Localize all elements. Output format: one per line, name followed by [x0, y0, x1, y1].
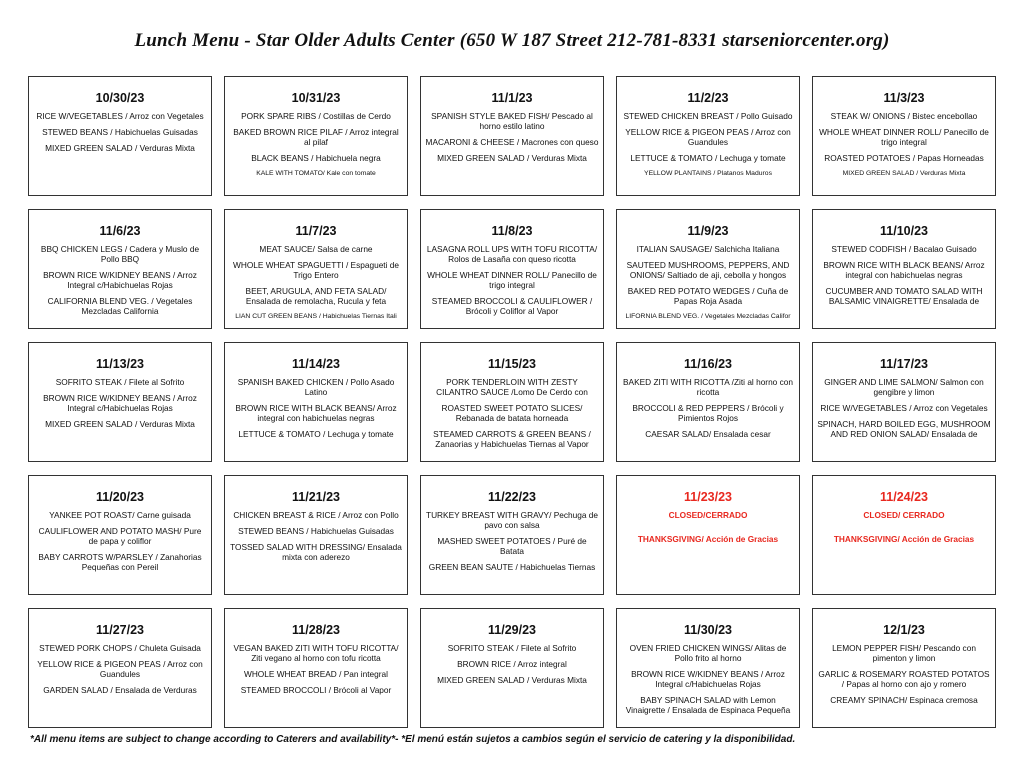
menu-item: STEAK W/ ONIONS / Bistec encebollao [830, 111, 978, 121]
menu-date: 11/28/23 [292, 623, 340, 637]
menu-day-cell [616, 608, 800, 728]
menu-item: OVEN FRIED CHICKEN WINGS/ Alitas de Pollo frito al horno [629, 643, 787, 663]
menu-item: MIXED GREEN SALAD / Verduras Mixta [45, 143, 195, 153]
menu-item: LEMON PEPPER FISH/ Pescando con pimenton y limon [832, 643, 976, 663]
menu-day-cell [28, 608, 212, 728]
menu-day-cell [420, 76, 604, 196]
menu-day-cell [616, 475, 800, 595]
menu-day-cell [812, 209, 996, 329]
menu-day-cell [812, 342, 996, 462]
menu-item: SOFRITO STEAK / Filete al Sofrito [55, 377, 185, 387]
menu-item: BEET, ARUGULA, AND FETA SALAD/ Ensalada de remolacha, Rucula y feta [245, 286, 387, 306]
menu-item: YELLOW RICE & PIGEON PEAS / Arroz con Guandules [625, 127, 791, 147]
menu-item: CAESAR SALAD/ Ensalada cesar [645, 429, 771, 439]
menu-item: STEAMED BROCCOLI / Brócoli al Vapor [240, 685, 392, 695]
menu-date: 11/16/23 [684, 357, 732, 371]
menu-item: BAKED ZITI WITH RICOTTA /Ziti al horno con ricotta [623, 377, 793, 397]
menu-item: MACARONI & CHEESE / Macrones con queso [425, 137, 599, 147]
menu-item: LETTUCE & TOMATO / Lechuga y tomate [630, 153, 786, 163]
menu-day-cell [420, 608, 604, 728]
menu-item: STEWED BEANS / Habichuelas Guisadas [42, 127, 198, 137]
menu-day-cell [812, 76, 996, 196]
menu-day-cell [28, 475, 212, 595]
menu-date: 11/27/23 [96, 623, 144, 637]
menu-day-cell [224, 342, 408, 462]
menu-date: 11/10/23 [880, 224, 928, 238]
menu-date: 11/14/23 [292, 357, 340, 371]
menu-date: 11/6/23 [99, 224, 141, 238]
menu-day-cell [28, 76, 212, 196]
menu-day-cell [420, 475, 604, 595]
menu-item: MASHED SWEET POTATOES / Puré de Batata [437, 536, 587, 556]
menu-item: SOFRITO STEAK / Filete al Sofrito [447, 643, 577, 653]
menu-day-cell [420, 342, 604, 462]
menu-item: SAUTEED MUSHROOMS, PEPPERS, AND ONIONS/ Saltiado de aji, cebolla y hongos [626, 260, 790, 280]
menu-item: RICE W/VEGETABLES / Arroz con Vegetales [820, 403, 988, 413]
menu-item: BLACK BEANS / Habichuela negra [251, 153, 381, 163]
menu-date: 11/21/23 [292, 490, 340, 504]
menu-item: WHOLE WHEAT BREAD / Pan integral [243, 669, 388, 679]
menu-item: CHICKEN BREAST & RICE / Arroz con Pollo [233, 510, 399, 520]
menu-item: MIXED GREEN SALAD / Verduras Mixta [842, 170, 966, 177]
menu-item: GARDEN SALAD / Ensalada de Verduras [43, 685, 197, 695]
menu-item: LETTUCE & TOMATO / Lechuga y tomate [238, 429, 394, 439]
menu-item: BROWN RICE WITH BLACK BEANS/ Arroz integral con habichuelas negras [235, 403, 397, 423]
menu-date: 11/13/23 [96, 357, 144, 371]
menu-item: BROWN RICE W/KIDNEY BEANS / Arroz Integral c/Habichuelas Rojas [631, 669, 785, 689]
menu-item: TOSSED SALAD WITH DRESSING/ Ensalada mixta con aderezo [230, 542, 402, 562]
menu-date: 11/30/23 [684, 623, 732, 637]
menu-day-cell [224, 209, 408, 329]
menu-item: STEAMED CARROTS & GREEN BEANS / Zanaorias y Habichuelas Tiernas al Vapor [433, 429, 591, 449]
menu-item: BAKED BROWN RICE PILAF / Arroz integral al pilaf [233, 127, 399, 147]
page-title: Lunch Menu - Star Older Adults Center (650 W 187 Street 212-781-8331 starseniorcenter.org) [134, 30, 890, 51]
menu-item: ROASTED POTATOES / Papas Horneadas [824, 153, 984, 163]
menu-date: 11/22/23 [488, 490, 536, 504]
menu-item: CREAMY SPINACH/ Espinaca cremosa [830, 695, 978, 705]
closed-notice: THANKSGIVING/ Acción de Gracias [637, 534, 779, 544]
menu-item: MEAT SAUCE/ Salsa de carne [259, 244, 373, 254]
menu-date: 11/23/23 [684, 490, 732, 504]
menu-item: BROWN RICE W/KIDNEY BEANS / Arroz Integral c/Habichuelas Rojas [43, 270, 197, 290]
menu-day-cell [224, 76, 408, 196]
menu-day-cell [616, 342, 800, 462]
menu-item: GREEN BEAN SAUTE / Habichuelas Tiernas [428, 562, 596, 572]
menu-item: STEWED BEANS / Habichuelas Guisadas [238, 526, 394, 536]
menu-item: RICE W/VEGETABLES / Arroz con Vegetales [36, 111, 204, 121]
menu-item: BABY SPINACH SALAD with Lemon Vinaigrette / Ensalada de Espinaca Pequeña [625, 695, 791, 715]
menu-item: VEGAN BAKED ZITI WITH TOFU RICOTTA/ Ziti vegano al horno con tofu ricotta [233, 643, 399, 663]
menu-item: ITALIAN SAUSAGE/ Salchicha Italiana [636, 244, 780, 254]
menu-item: SPINACH, HARD BOILED EGG, MUSHROOM AND RED ONION SALAD/ Ensalada de [817, 419, 991, 439]
menu-item: STEAMED BROCCOLI & CAULIFLOWER / Brócoli y Coliflor al Vapor [431, 296, 593, 316]
menu-date: 12/1/23 [883, 623, 925, 637]
menu-item: GARLIC & ROSEMARY ROASTED POTATOS / Papas al horno con ajo y romero [818, 669, 990, 689]
menu-day-cell [28, 209, 212, 329]
menu-item: PORK TENDERLOIN WITH ZESTY CILANTRO SAUCE /Lomo De Cerdo con [436, 377, 588, 397]
menu-date: 11/2/23 [687, 91, 729, 105]
menu-item: LIAN CUT GREEN BEANS / Habichuelas Tiernas Itali [235, 313, 397, 320]
menu-item: KALE WITH TOMATO/ Kale con tomate [256, 170, 376, 177]
menu-item: BROWN RICE W/KIDNEY BEANS / Arroz Integral c/Habichuelas Rojas [43, 393, 197, 413]
footnote: *All menu items are subject to change according to Caterers and availability*- *El menú están sujetos a cambios según el servicio de catering y la disponibilidad. [30, 734, 796, 745]
menu-item: TURKEY BREAST WITH GRAVY/ Pechuga de pavo con salsa [426, 510, 598, 530]
menu-item: GINGER AND LIME SALMON/ Salmon con gengibre y limon [824, 377, 984, 397]
closed-notice: CLOSED/ CERRADO [863, 510, 945, 520]
menu-item: MIXED GREEN SALAD / Verduras Mixta [45, 419, 195, 429]
menu-item: PORK SPARE RIBS / Costillas de Cerdo [241, 111, 391, 121]
menu-day-cell [616, 76, 800, 196]
menu-day-cell [616, 209, 800, 329]
menu-date: 11/24/23 [880, 490, 928, 504]
menu-grid [28, 76, 998, 730]
menu-item: ROASTED SWEET POTATO SLICES/ Rebanada de batata horneada [441, 403, 583, 423]
menu-item: MIXED GREEN SALAD / Verduras Mixta [437, 153, 587, 163]
menu-item: BAKED RED POTATO WEDGES / Cuña de Papas Roja Asada [627, 286, 789, 306]
menu-item: MIXED GREEN SALAD / Verduras Mixta [437, 675, 587, 685]
menu-date: 11/29/23 [488, 623, 536, 637]
menu-item: BABY CARROTS W/PARSLEY / Zanahorias Pequeñas con Pereil [38, 552, 202, 572]
closed-notice: CLOSED/CERRADO [668, 510, 748, 520]
menu-item: WHOLE WHEAT DINNER ROLL/ Panecillo de trigo integral [427, 270, 597, 290]
menu-date: 11/3/23 [883, 91, 925, 105]
menu-item: STEWED CHICKEN BREAST / Pollo Guisado [623, 111, 793, 121]
menu-item: WHOLE WHEAT SPAGUETTI / Espagueti de Trigo Entero [233, 260, 399, 280]
menu-item: BBQ CHICKEN LEGS / Cadera y Muslo de Pollo BBQ [40, 244, 200, 264]
menu-date: 11/9/23 [687, 224, 729, 238]
menu-date: 10/30/23 [95, 91, 145, 105]
menu-item: YELLOW PLANTAINS / Platanos Maduros [644, 170, 772, 177]
menu-date: 11/17/23 [880, 357, 928, 371]
menu-item: CAULIFLOWER AND POTATO MASH/ Pure de papa y coliflor [38, 526, 202, 546]
menu-day-cell [28, 342, 212, 462]
menu-item: CALIFORNIA BLEND VEG. / Vegetales Mezcladas California [47, 296, 193, 316]
menu-day-cell [812, 475, 996, 595]
menu-date: 11/7/23 [295, 224, 337, 238]
closed-notice: THANKSGIVING/ Acción de Gracias [833, 534, 975, 544]
menu-item: LASAGNA ROLL UPS WITH TOFU RICOTTA/ Rolos de Lasaña con queso ricotta [426, 244, 598, 264]
menu-item: LIFORNIA BLEND VEG. / Vegetales Mezcladas Califor [625, 313, 791, 320]
menu-item: SPANISH STYLE BAKED FISH/ Pescado al horno estilo latino [431, 111, 593, 131]
menu-date: 11/15/23 [488, 357, 536, 371]
menu-day-cell [224, 475, 408, 595]
menu-day-cell [812, 608, 996, 728]
menu-item: CUCUMBER AND TOMATO SALAD WITH BALSAMIC VINAIGRETTE/ Ensalada de [825, 286, 983, 306]
menu-item: STEWED CODFISH / Bacalao Guisado [831, 244, 977, 254]
menu-item: BROWN RICE / Arroz integral [457, 659, 567, 669]
menu-item: WHOLE WHEAT DINNER ROLL/ Panecillo de trigo integral [819, 127, 989, 147]
menu-item: YANKEE POT ROAST/ Carne guisada [49, 510, 191, 520]
menu-date: 11/8/23 [491, 224, 533, 238]
menu-item: STEWED PORK CHOPS / Chuleta Guisada [39, 643, 201, 653]
menu-item: BROCCOLI & RED PEPPERS / Brócoli y Pimientos Rojos [632, 403, 784, 423]
menu-date: 11/1/23 [491, 91, 533, 105]
menu-date: 10/31/23 [291, 91, 341, 105]
menu-item: BROWN RICE WITH BLACK BEANS/ Arroz integral con habichuelas negras [823, 260, 985, 280]
menu-day-cell [224, 608, 408, 728]
menu-day-cell [420, 209, 604, 329]
menu-item: YELLOW RICE & PIGEON PEAS / Arroz con Guandules [37, 659, 203, 679]
menu-date: 11/20/23 [96, 490, 144, 504]
menu-item: SPANISH BAKED CHICKEN / Pollo Asado Latino [237, 377, 395, 397]
